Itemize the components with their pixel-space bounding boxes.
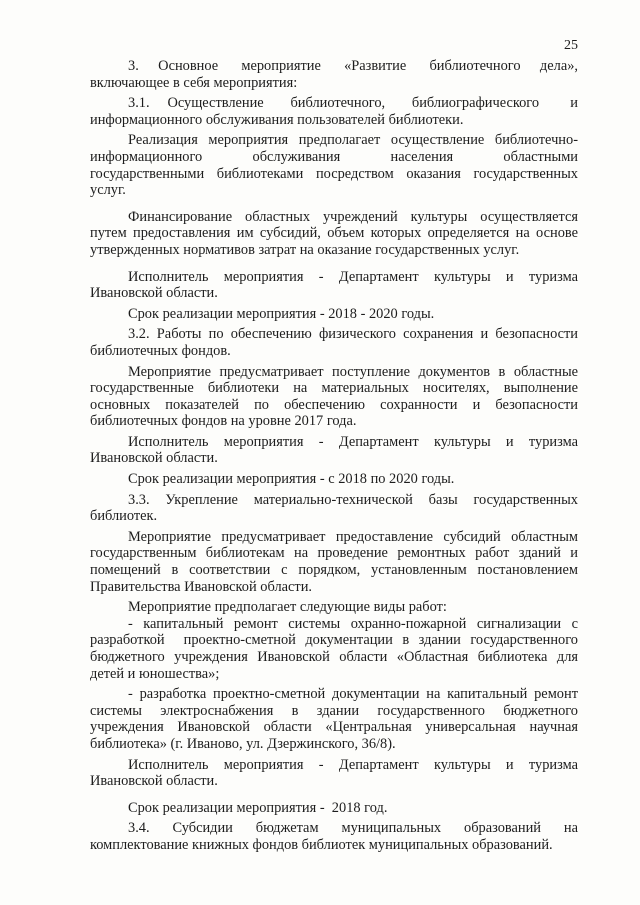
paragraph-3-1-financing: Финансирование областных учреждений культуры осуществляется путем предоставления им субсидий, объем которых определяется на основе утвержденных нормативов затрат на оказание государственных услуг. xyxy=(90,208,578,258)
paragraph-3: 3. Основное мероприятие «Развитие библиотечного дела», включающее в себя мероприятия: xyxy=(90,58,578,91)
paragraph-3-2-deadline: Срок реализации мероприятия - с 2018 по 2020 годы. xyxy=(128,471,455,488)
paragraph-3-4: 3.4. Субсидии бюджетам муниципальных образований на комплектование книжных фондов библиотек муниципальных образований. xyxy=(90,820,578,853)
paragraph-3-1-implementation: Реализация мероприятия предполагает осуществление библиотечно-информационного обслуживания населения областными государственными библиотеками посредством оказания государственных услуг. xyxy=(90,132,578,199)
document-body xyxy=(90,58,578,854)
paragraph-3-2-executor: Исполнитель мероприятия - Департамент культуры и туризма Ивановской области. xyxy=(90,433,578,467)
page-number: 25 xyxy=(564,38,578,53)
paragraph-3-2: 3.2. Работы по обеспечению физического сохранения и безопасности библиотечных фондов. xyxy=(90,326,578,359)
paragraph-3-3: 3.3. Укрепление материально-технической базы государственных библиотек. xyxy=(90,491,578,525)
paragraph-3-3-executor: Исполнитель мероприятия - Департамент культуры и туризма Ивановской области. xyxy=(90,756,578,790)
paragraph-3-1-executor: Исполнитель мероприятия - Департамент культуры и туризма Ивановской области. xyxy=(90,268,578,302)
paragraph-3-3-deadline: Срок реализации мероприятия - 2018 год. xyxy=(128,799,388,816)
paragraph-3-3-works-intro: Мероприятие предполагает следующие виды работ: xyxy=(128,599,447,616)
list-item: - капитальный ремонт системы охранно-пожарной сигнализации с разработкой проектно-сметной документации в здании государственного бюджетного учреждения Ивановской области «Областная библиотека для детей и юношества»; xyxy=(90,615,578,682)
paragraph-3-2-description: Мероприятие предусматривает поступление документов в областные государственные библиотеки на материальных носителях, выполнение основных показателей по обеспечению сохранности и безопасности библиотечных фондов на уровне 2017 года. xyxy=(90,363,578,430)
list-item: - разработка проектно-сметной документации на капитальный ремонт системы электроснабжения в здании государственного бюджетного учреждения Ивановской области «Центральная универсальная научная библиотека» (г. Иваново, ул. Дзержинского, 36/8). xyxy=(90,686,578,752)
paragraph-3-3-description: Мероприятие предусматривает предоставление субсидий областным государственным библиотекам на проведение ремонтных работ зданий и помещений в соответствии с порядком, установленным постановлением Правительства Ивановской области. xyxy=(90,528,578,595)
paragraph-3-1-deadline: Срок реализации мероприятия - 2018 - 2020 годы. xyxy=(128,305,435,322)
paragraph-3-1: 3.1. Осуществление библиотечного, библиографического и информационного обслуживания пользователей библиотеки. xyxy=(90,95,578,128)
